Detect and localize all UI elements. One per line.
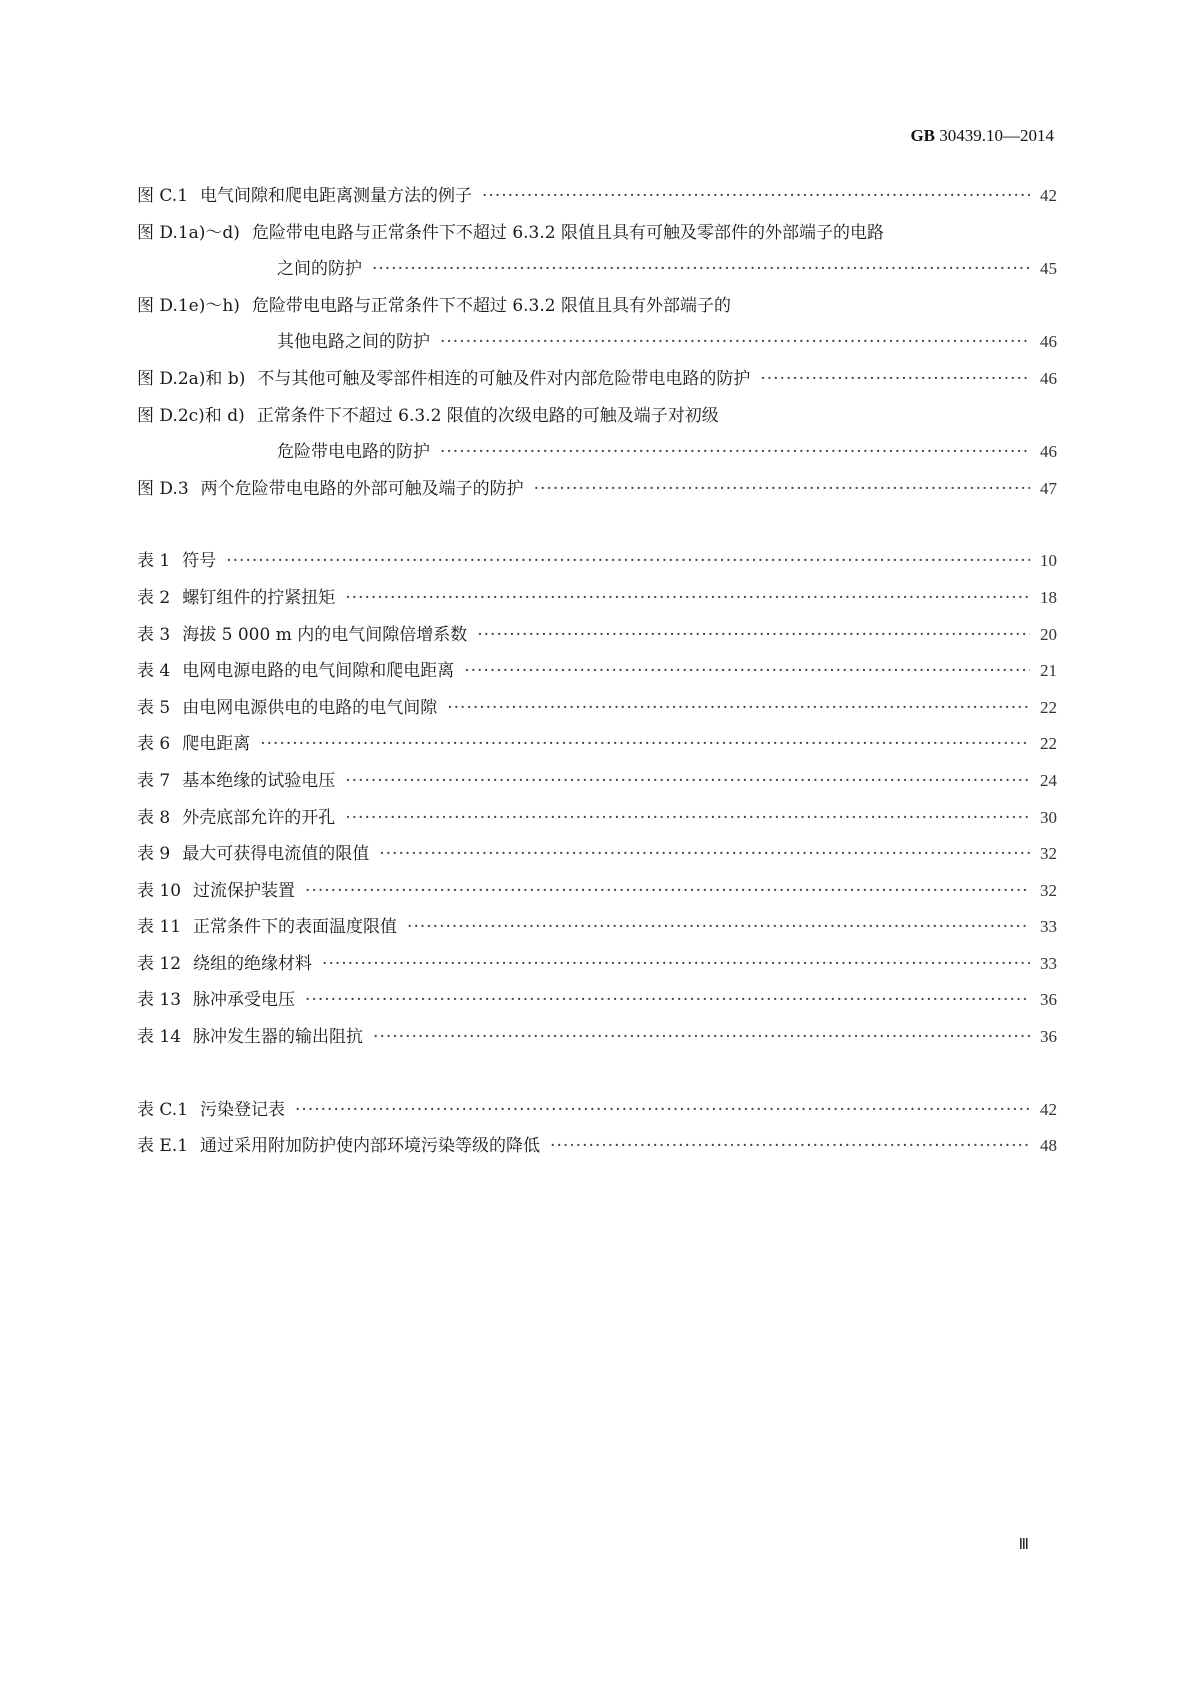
toc-entry-title: 通过采用附加防护使内部环境污染等级的降低 — [200, 1136, 541, 1157]
toc-entry[interactable] — [137, 617, 1057, 654]
toc-entry-label: 表 5 — [137, 697, 171, 718]
toc-entry[interactable] — [137, 1092, 1057, 1129]
toc-entry-title: 正常条件下的表面温度限值 — [193, 917, 398, 938]
toc-entry-page: 18 — [1040, 587, 1057, 607]
toc-entry-page: 42 — [1040, 186, 1057, 205]
dot-leader — [534, 471, 1030, 508]
toc-entry[interactable] — [137, 471, 1057, 508]
toc-entry-label: 图 D.2a)和 b) — [137, 368, 246, 389]
toc-entry-label: 表 1 — [137, 551, 171, 572]
toc-entry-title: 过流保护装置 — [193, 880, 296, 901]
toc-entry-page: 36 — [1040, 1027, 1057, 1047]
toc-entry-label: 表 6 — [137, 734, 171, 755]
toc-entry-page: 48 — [1040, 1136, 1057, 1156]
toc-entry-label: 表 9 — [137, 844, 171, 865]
dot-leader — [440, 324, 1030, 361]
toc-entry[interactable] — [137, 873, 1057, 910]
dot-leader — [373, 1019, 1030, 1056]
toc-entry-title: 电气间隙和爬电距离测量方法的例子 — [200, 186, 473, 206]
toc-entry-label: 表 7 — [137, 770, 171, 791]
standard-number: 30439.10—2014 — [939, 126, 1054, 145]
toc-entry[interactable] — [137, 800, 1057, 837]
toc-entry-page: 36 — [1040, 990, 1057, 1010]
dot-leader — [407, 909, 1030, 946]
toc-entry-page: 33 — [1040, 917, 1057, 937]
toc-entry-title: 污染登记表 — [200, 1099, 286, 1120]
toc-entry[interactable] — [137, 215, 1057, 252]
toc-entry-page: 22 — [1040, 697, 1057, 717]
dot-leader — [760, 361, 1030, 398]
toc-entry-page: 24 — [1040, 770, 1057, 790]
dot-leader — [550, 1128, 1030, 1165]
toc-entry-title: 外壳底部允许的开孔 — [182, 807, 336, 828]
toc-entry-title: 电网电源电路的电气间隙和爬电距离 — [182, 661, 455, 682]
toc-entry-page: 46 — [1040, 368, 1057, 388]
toc-entry-label: 表 C.1 — [137, 1099, 189, 1120]
toc-entry[interactable] — [137, 726, 1057, 763]
toc-entry[interactable] — [137, 398, 1057, 435]
dot-leader — [305, 982, 1030, 1019]
dot-leader — [477, 617, 1030, 654]
toc-entry-page: 22 — [1040, 734, 1057, 754]
toc-entry-title: 最大可获得电流值的限值 — [182, 844, 370, 865]
dot-leader — [295, 1092, 1030, 1129]
toc-entry[interactable] — [137, 361, 1057, 398]
toc-entry[interactable] — [137, 946, 1057, 983]
toc-entry[interactable] — [137, 653, 1057, 690]
toc-entry-title: 符号 — [182, 551, 217, 572]
toc-entry-label: 图 D.2c)和 d) — [137, 405, 245, 426]
toc-entry-title: 由电网电源供电的电路的电气间隙 — [182, 697, 438, 718]
dot-leader — [482, 178, 1030, 215]
table-list — [137, 543, 1057, 1055]
toc-entry-label: 图 D.1e)～h) — [137, 295, 240, 316]
dot-leader — [226, 543, 1030, 580]
toc-entry-page: 46 — [1040, 442, 1057, 462]
toc-entry[interactable] — [137, 763, 1057, 800]
toc-entry[interactable] — [137, 982, 1057, 1019]
page-number: Ⅲ — [1018, 1537, 1029, 1553]
standard-code — [910, 126, 1054, 146]
toc-entry-title: 正常条件下不超过 6.3.2 限值的次级电路的可触及端子对初级 — [256, 405, 719, 426]
toc-entry[interactable] — [137, 836, 1057, 873]
toc-entry-page: 10 — [1040, 551, 1057, 571]
toc-entry-title: 不与其他可触及零部件相连的可触及件对内部危险带电电路的防护 — [257, 368, 751, 389]
dot-leader — [305, 873, 1030, 910]
figure-list — [137, 178, 1057, 507]
toc-entry[interactable] — [137, 690, 1057, 727]
toc-entry-page: 20 — [1040, 624, 1057, 644]
annex-table-list — [137, 1092, 1057, 1165]
toc-entry-title: 两个危险带电电路的外部可触及端子的防护 — [200, 478, 524, 499]
toc-entry-page: 46 — [1040, 332, 1057, 352]
dot-leader — [379, 836, 1030, 873]
toc-entry-label: 表 10 — [137, 880, 182, 901]
toc-entry-page: 32 — [1040, 880, 1057, 900]
dot-leader — [464, 653, 1030, 690]
toc-entry-title-continued: 其他电路之间的防护 — [277, 332, 430, 353]
toc-entry[interactable] — [137, 434, 1057, 471]
toc-entry-page: 33 — [1040, 953, 1057, 973]
toc-entry-title-continued: 之间的防护 — [277, 259, 362, 280]
toc-entry[interactable] — [137, 543, 1057, 580]
toc-entry[interactable] — [137, 1128, 1057, 1165]
toc-entry-title: 基本绝缘的试验电压 — [182, 770, 336, 791]
toc-entry-label: 表 2 — [137, 587, 171, 608]
toc-entry-label: 表 4 — [137, 661, 171, 682]
toc-entry-title: 危险带电电路与正常条件下不超过 6.3.2 限值且具有可触及零部件的外部端子的电路 — [251, 222, 884, 243]
dot-leader — [440, 434, 1030, 471]
toc-entry-label: 表 8 — [137, 807, 171, 828]
toc-entry-label: 图 D.3 — [137, 478, 189, 499]
toc-entry-title: 爬电距离 — [182, 734, 251, 755]
toc-entry-title: 脉冲发生器的输出阻抗 — [193, 1027, 364, 1048]
toc-entry[interactable] — [137, 580, 1057, 617]
toc-entry-label: 表 3 — [137, 624, 171, 645]
dot-leader — [447, 690, 1030, 727]
toc-entry-label: 表 13 — [137, 990, 182, 1011]
toc-entry-title: 脉冲承受电压 — [193, 990, 296, 1011]
toc-entry-page: 32 — [1040, 844, 1057, 864]
toc-entry-label: 表 14 — [137, 1027, 182, 1048]
toc-entry-title: 危险带电电路与正常条件下不超过 6.3.2 限值且具有外部端子的 — [251, 295, 731, 316]
dot-leader — [345, 800, 1030, 837]
dot-leader — [322, 946, 1030, 983]
toc-entry-page: 42 — [1040, 1099, 1057, 1119]
toc-entry-title-continued: 危险带电电路的防护 — [277, 442, 430, 463]
toc-entry[interactable] — [137, 909, 1057, 946]
toc-entry-page: 30 — [1040, 807, 1057, 827]
toc-entry[interactable] — [137, 288, 1057, 325]
dot-leader — [345, 763, 1030, 800]
toc-entry-title: 海拔 5 000 m 内的电气间隙倍增系数 — [182, 624, 468, 645]
toc-entry[interactable] — [137, 251, 1057, 288]
toc-entry-page: 45 — [1040, 259, 1057, 279]
toc-entry-title: 绕组的绝缘材料 — [193, 953, 313, 974]
toc-entry-label: 表 12 — [137, 953, 182, 974]
dot-leader — [260, 726, 1030, 763]
toc-entry[interactable] — [137, 324, 1057, 361]
toc-entry-label: 表 11 — [137, 917, 182, 938]
toc-entry-page: 47 — [1040, 478, 1057, 498]
toc-entry-title: 螺钉组件的拧紧扭矩 — [182, 587, 336, 608]
toc-entry-label: 图 D.1a)～d) — [137, 222, 240, 243]
toc-entry-label: 图 C.1 — [137, 186, 189, 206]
dot-leader — [345, 580, 1030, 617]
standard-prefix: GB — [910, 126, 935, 145]
dot-leader — [372, 251, 1030, 288]
toc-entry-label: 表 E.1 — [137, 1136, 189, 1157]
table-of-contents — [137, 178, 1057, 1165]
toc-entry[interactable] — [137, 178, 1057, 215]
toc-entry[interactable] — [137, 1019, 1057, 1056]
toc-entry-page: 21 — [1040, 661, 1057, 681]
